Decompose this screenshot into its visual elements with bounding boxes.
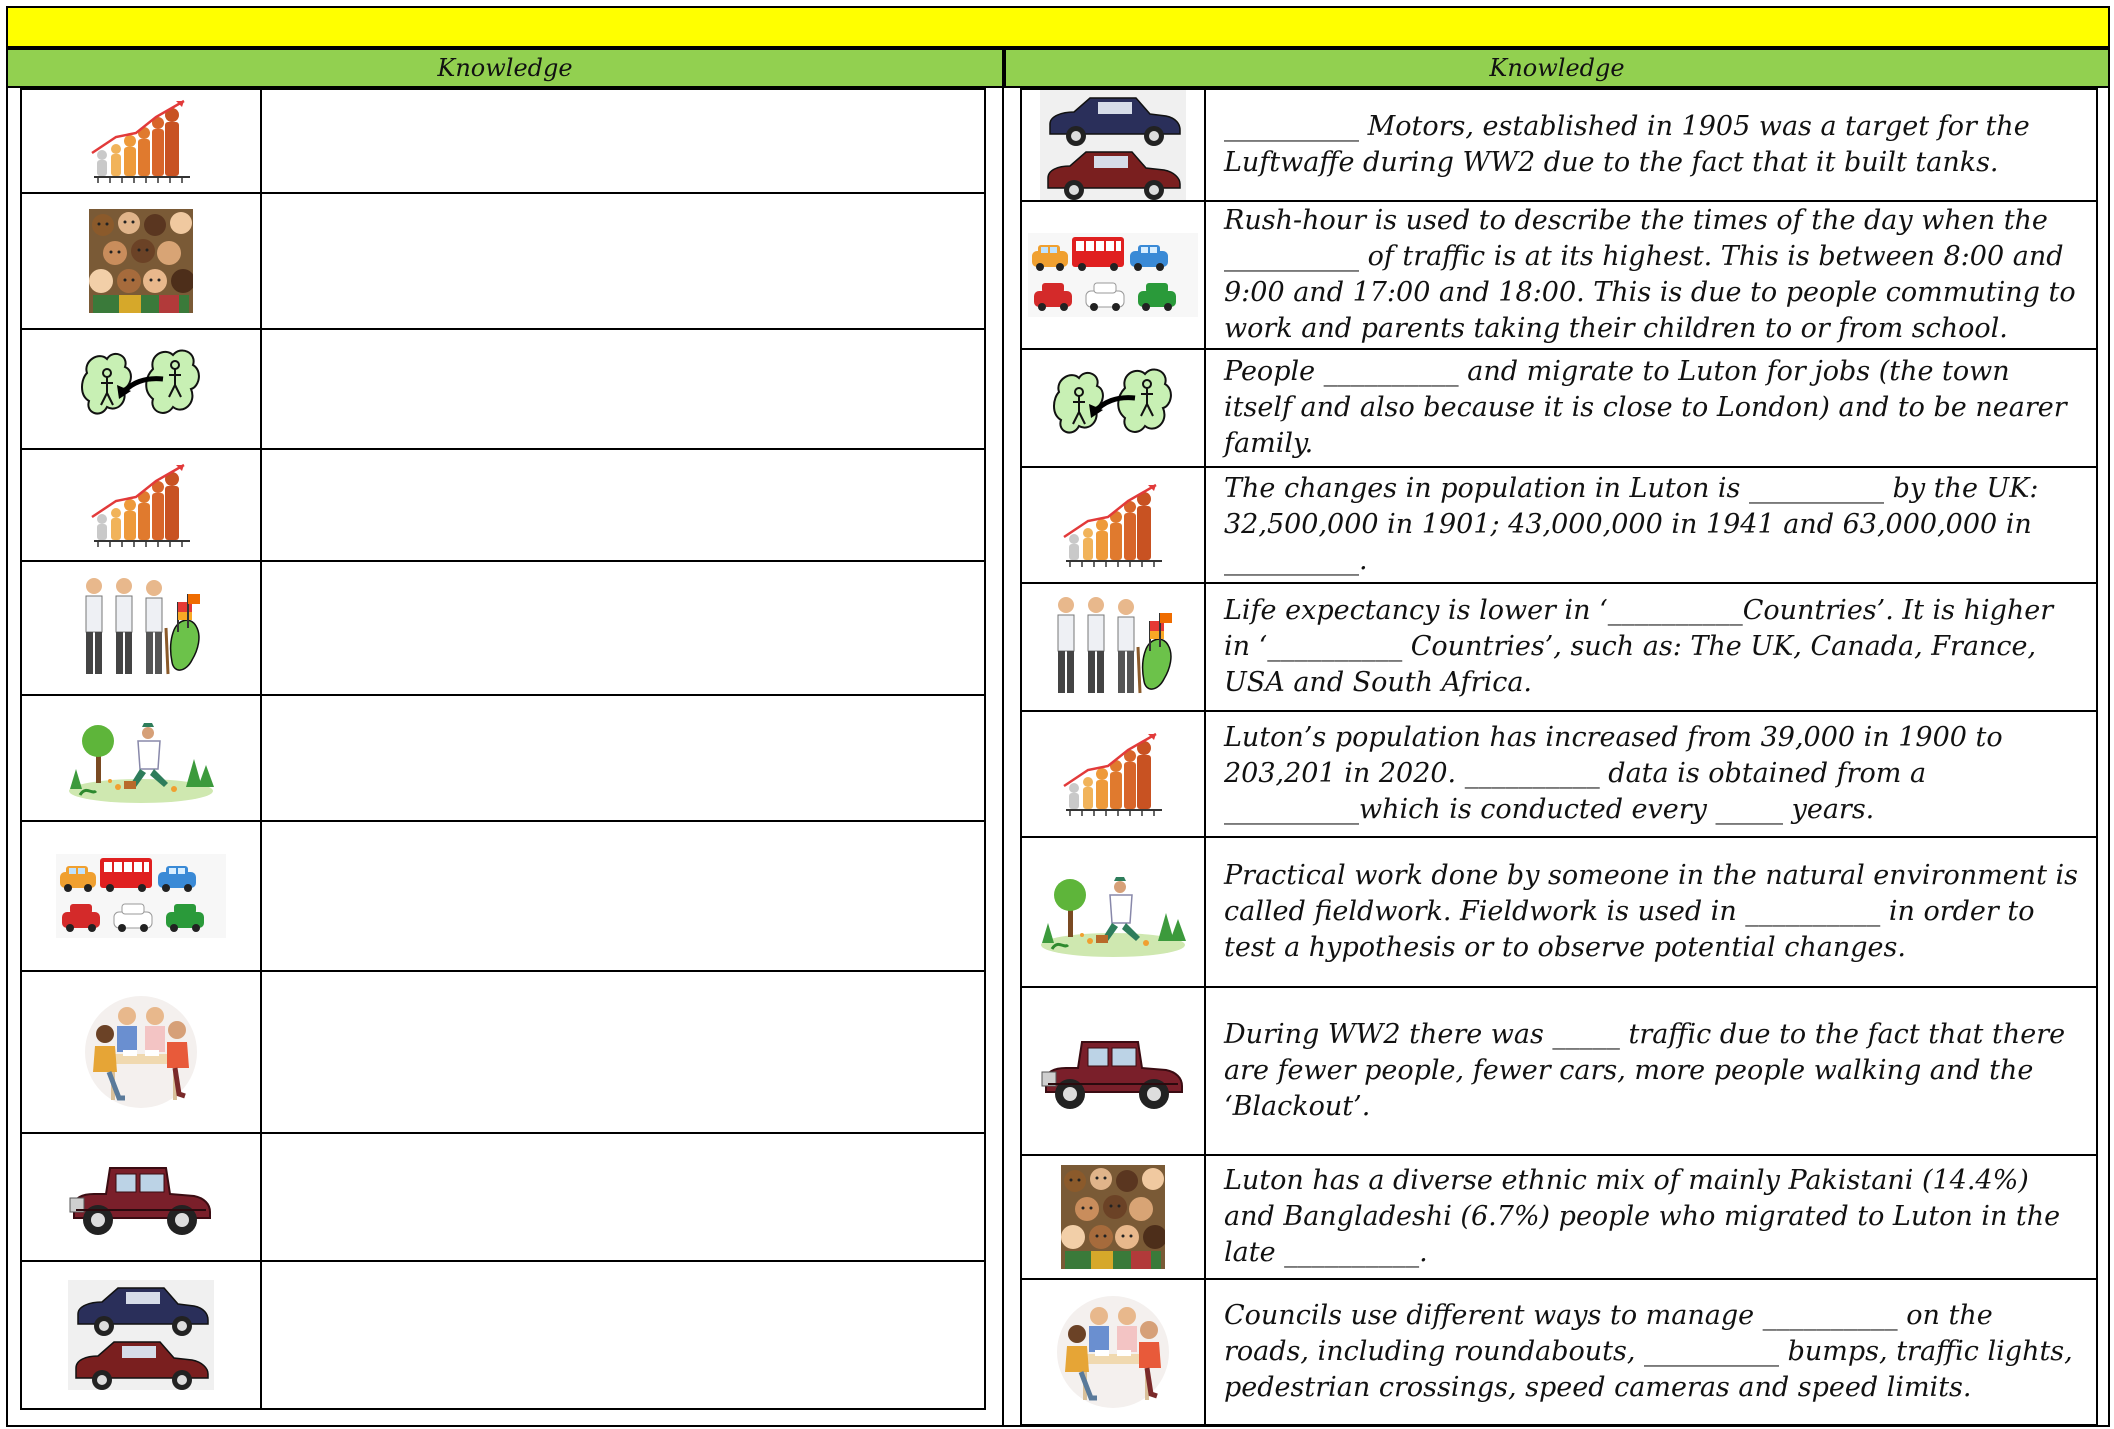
left-icon-cell [22,1134,262,1260]
right-table-row [1020,1278,2098,1426]
elderly-people-icon [1050,591,1176,703]
right-knowledge-text: Rush-hour is used to describe the times of the day when the __________ of traffic is at its highest. This is between 8:00 and 9:00 and 17:00 and 18:00. This is due to people commuting to work and parents taking their children to or from school. [1224,205,2076,344]
left-icon-cell [22,1262,262,1408]
right-table-row [1020,88,2098,202]
right-text-cell [1206,468,2096,582]
right-table-row [1020,986,2098,1156]
left-table-row [20,1260,986,1410]
right-icon-cell [1022,838,1206,986]
left-text-cell[interactable] [262,1134,984,1260]
right-knowledge-text: Life expectancy is lower in ‘__________Countries’. It is higher in ‘__________ Countries’, such as: The UK, Canada, France, USA and South Africa. [1224,595,2054,698]
left-table-row [20,694,986,822]
migration-icon [79,343,203,435]
left-table-row [20,192,986,330]
right-text-cell [1206,584,2096,710]
right-knowledge-text: Luton has a diverse ethnic mix of mainly Pakistani (14.4%) and Bangladeshi (6.7%) people who migrated to Luton in the late __________. [1224,1165,2061,1268]
right-text-cell [1206,202,2096,348]
right-text-cell [1206,712,2096,836]
left-icon-cell [22,972,262,1132]
right-icon-cell [1022,468,1206,582]
title-bar [6,6,2110,48]
elderly-people-icon [78,572,204,684]
left-table-row [20,970,986,1134]
population-growth-icon [86,457,196,553]
right-knowledge-text: Councils use different ways to manage __________ on the roads, including roundabouts, __________ bumps, traffic lights, pedestrian crossings, speed cameras and speed limits. [1224,1300,2073,1403]
right-text-cell [1206,988,2096,1154]
left-icon-cell [22,562,262,694]
traffic-icon [56,854,226,938]
left-table-row [20,820,986,972]
right-text-cell [1206,350,2096,466]
left-icon-cell [22,90,262,192]
population-growth-icon [1058,477,1168,573]
right-knowledge-text: Luton’s population has increased from 39,000 in 1900 to 203,201 in 2020. __________ data is obtained from a __________which is conducted every _____ years. [1224,722,2003,825]
left-table-row [20,1132,986,1262]
left-text-cell[interactable] [262,822,984,970]
left-text-cell[interactable] [262,194,984,328]
right-knowledge-text: People __________ and migrate to Luton for jobs (the town itself and also because it is close to London) and to be nearer family. [1224,356,2067,459]
left-icon-cell [22,822,262,970]
left-table-row [20,448,986,562]
left-icon-cell [22,330,262,448]
left-text-cell[interactable] [262,330,984,448]
right-icon-cell [1022,1280,1206,1424]
right-table-row [1020,582,2098,712]
right-knowledge-text: The changes in population in Luton is __________ by the UK: 32,500,000 in 1901; 43,000,000 in 1941 and 63,000,000 in __________. [1224,473,2039,576]
traffic-icon [1028,233,1198,317]
left-icon-cell [22,450,262,560]
left-text-cell[interactable] [262,90,984,192]
right-icon-cell [1022,202,1206,348]
left-column-header: Knowledge [6,48,1004,88]
right-table-row [1020,348,2098,468]
diverse-people-icon [1061,1165,1165,1269]
migration-icon [1051,362,1175,454]
left-text-cell[interactable] [262,450,984,560]
right-text-cell [1206,1280,2096,1424]
right-icon-cell [1022,1156,1206,1278]
population-growth-icon [1058,726,1168,822]
diverse-people-icon [89,209,193,313]
meeting-icon [1051,1294,1175,1410]
left-text-cell[interactable] [262,1262,984,1408]
left-table-row [20,328,986,450]
left-icon-cell [22,696,262,820]
right-icon-cell [1022,584,1206,710]
classic-cars-icon [68,1280,214,1390]
vintage-car-icon [66,1154,216,1240]
right-column-header: Knowledge [1004,48,2110,88]
right-icon-cell [1022,350,1206,466]
right-icon-cell [1022,988,1206,1154]
right-table-row [1020,1154,2098,1280]
left-text-cell[interactable] [262,562,984,694]
right-knowledge-text: __________ Motors, established in 1905 was a target for the Luftwaffe during WW2 due to the fact that it built tanks. [1224,111,2030,178]
meeting-icon [79,994,203,1110]
fieldwork-icon [66,711,216,805]
vintage-car-icon [1038,1028,1188,1114]
left-text-cell[interactable] [262,696,984,820]
right-table-row [1020,836,2098,988]
right-knowledge-text: Practical work done by someone in the natural environment is called fieldwork. Fieldwork is used in __________ in order to test a hypothesis or to observe potential changes. [1224,860,2078,963]
right-knowledge-text: During WW2 there was _____ traffic due to the fact that there are fewer people, fewer cars, more people walking and the ‘Blackout’. [1224,1019,2066,1122]
right-table-row [1020,466,2098,584]
right-text-cell [1206,838,2096,986]
right-table-row [1020,200,2098,350]
classic-cars-icon [1040,90,1186,200]
left-table-row [20,560,986,696]
right-table-row [1020,710,2098,838]
left-icon-cell [22,194,262,328]
fieldwork-icon [1038,865,1188,959]
right-icon-cell [1022,712,1206,836]
population-growth-icon [86,93,196,189]
right-text-cell [1206,1156,2096,1278]
left-text-cell[interactable] [262,972,984,1132]
right-icon-cell [1022,90,1206,200]
right-text-cell [1206,90,2096,200]
column-divider [1002,88,1004,1427]
left-table-row [20,88,986,194]
